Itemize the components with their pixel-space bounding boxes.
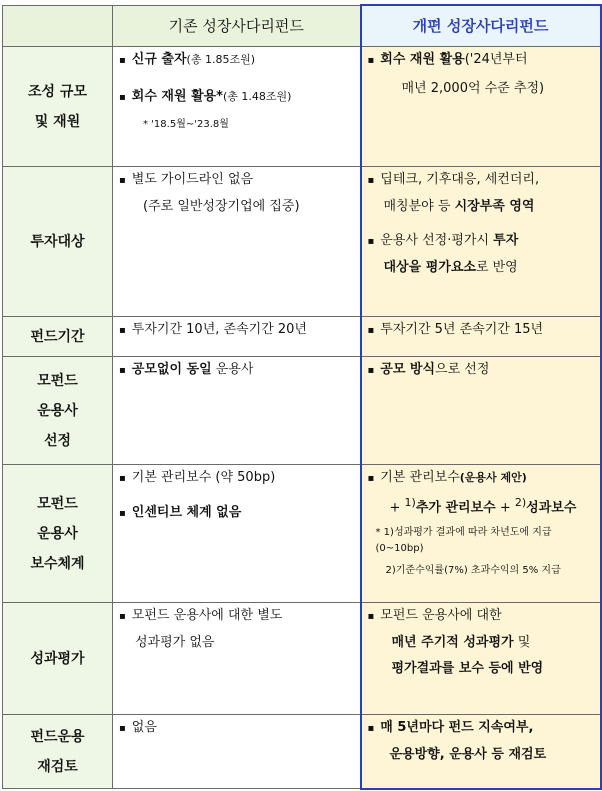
- category-line: 운용사: [37, 525, 78, 542]
- old-item: [113, 465, 360, 488]
- old-item: [113, 488, 360, 523]
- row-category: [3, 47, 113, 167]
- old-item-text: 별도 가이드라인 없음: [131, 172, 254, 187]
- old-item-paren: (총 1.85조원): [186, 53, 255, 66]
- table-row: [3, 465, 601, 603]
- header-old: 기존 성장사다리펀드: [113, 5, 361, 47]
- bullet-icon: ▪: [119, 508, 126, 519]
- bullet-icon: ▪: [119, 325, 126, 336]
- table-row: [3, 357, 601, 465]
- new-item-bold: (운용사 제안): [459, 471, 527, 484]
- bullet-icon: ▪: [367, 55, 375, 66]
- new-item-paren: ('24년부터: [464, 52, 528, 67]
- old-item-line: (주로 일반성장기업에 집중): [143, 199, 300, 214]
- old-item-plain: 운용사: [211, 362, 254, 377]
- new-item: [362, 357, 600, 380]
- new-item: [362, 216, 600, 251]
- new-cell: [361, 715, 601, 789]
- old-item: [113, 317, 360, 340]
- header-blank: [3, 5, 113, 47]
- new-cell: [361, 167, 601, 317]
- old-item-text: 투자기간 10년, 존속기간 20년: [131, 322, 307, 337]
- new-item-plain: 기본 관리보수: [380, 470, 460, 485]
- category-line: 선정: [43, 432, 72, 449]
- new-item: [362, 167, 600, 190]
- new-item-plain: 로 반영: [475, 260, 518, 275]
- old-item-paren: (총 1.48조원): [222, 90, 292, 103]
- bullet-icon: ▪: [367, 723, 375, 734]
- new-cell: [361, 465, 601, 603]
- bullet-icon: ▪: [367, 611, 375, 622]
- row-category: [3, 317, 113, 357]
- row-category: [3, 465, 113, 603]
- old-cell: [113, 357, 361, 465]
- new-item-line: [362, 626, 600, 652]
- new-item: [362, 47, 600, 70]
- new-item-plain: 으로 선정: [435, 362, 490, 377]
- category-line: 펀드운용: [30, 728, 85, 745]
- new-item-text: 딥테크, 기후대응, 세컨더리,: [380, 172, 540, 187]
- old-item: [113, 47, 360, 70]
- new-item-line: [362, 488, 600, 517]
- new-item-bold: 공모 방식: [380, 362, 436, 377]
- old-cell: [113, 603, 361, 715]
- old-item-text: 없음: [131, 720, 157, 735]
- header-row: [3, 5, 601, 47]
- table-row: [3, 715, 601, 789]
- old-item: [113, 357, 360, 380]
- category-line: 모펀드: [37, 372, 78, 389]
- new-cell: [361, 357, 601, 465]
- new-item-bold: 추가 관리보수: [415, 500, 496, 516]
- category-line: 조성 규모: [28, 83, 87, 100]
- category-line: 투자대상: [30, 233, 85, 250]
- bullet-icon: ▪: [119, 611, 126, 622]
- new-item-bold: 회수 재원 활용: [380, 52, 465, 67]
- old-item-text: 기본 관리보수 (약 50bp): [131, 470, 276, 485]
- new-item-text: 투자기간 5년 존속기간 15년: [380, 322, 544, 337]
- new-item-plain: 운용사 선정·평가시: [380, 233, 494, 248]
- new-item: [362, 715, 600, 738]
- table-row: [3, 317, 601, 357]
- bullet-icon: ▪: [367, 175, 375, 186]
- new-item-plain: 매칭분야 등: [383, 199, 455, 214]
- footnote: * '18.5월~'23.8월: [143, 119, 229, 130]
- table-row: [3, 603, 601, 715]
- new-item-line: 운용방향, 운용사 등 재검토: [389, 747, 547, 762]
- new-item-text: 매 5년마다 펀드 지속여부,: [380, 720, 534, 735]
- old-item: [113, 715, 360, 738]
- plus-sign: +: [495, 500, 515, 516]
- category-line: 운용사: [37, 402, 78, 419]
- plus-sign: +: [389, 500, 405, 516]
- new-item-bold: 성과보수: [526, 500, 577, 516]
- category-line: 성과평가: [30, 650, 85, 667]
- new-cell: [361, 317, 601, 357]
- category-line: 보수체계: [30, 555, 85, 572]
- old-item: [113, 167, 360, 190]
- old-item-bold: 인센티브 체계 없음: [131, 505, 242, 520]
- old-item: [113, 70, 360, 107]
- old-item: [113, 603, 360, 626]
- footnote: 2)기준수익률(7%) 초과수익의 5% 지급: [385, 565, 561, 577]
- bullet-icon: ▪: [367, 473, 375, 484]
- category-line: 및 재원: [34, 113, 81, 130]
- old-cell: [113, 317, 361, 357]
- row-category: [3, 715, 113, 789]
- new-cell: [361, 603, 601, 715]
- row-category: [3, 357, 113, 465]
- bullet-icon: ▪: [119, 473, 126, 484]
- new-item-line: [362, 251, 600, 277]
- old-cell: [113, 167, 361, 317]
- bullet-icon: ▪: [119, 92, 126, 103]
- new-item-bold: 투자: [493, 233, 519, 248]
- row-category: [3, 167, 113, 317]
- old-item-bold: 회수 재원 활용*: [131, 89, 223, 104]
- new-item-bold: 대상을 평가요소: [383, 260, 476, 275]
- bullet-icon: ▪: [119, 175, 126, 186]
- header-new: 개편 성장사다리펀드: [361, 5, 601, 47]
- old-cell: [113, 47, 361, 167]
- bullet-icon: ▪: [367, 365, 375, 376]
- bullet-icon: ▪: [119, 55, 126, 66]
- comparison-table: [2, 4, 602, 790]
- new-item-line: 평가결과를 보수 등에 반영: [391, 661, 544, 676]
- bullet-icon: ▪: [119, 365, 126, 376]
- new-item: [362, 465, 600, 488]
- new-item: [362, 603, 600, 626]
- superscript: 2): [514, 496, 527, 509]
- category-line: 펀드기간: [30, 328, 85, 345]
- new-item-line: 매년 2,000억 수준 추정): [401, 81, 545, 96]
- row-category: [3, 603, 113, 715]
- bullet-icon: ▪: [119, 723, 126, 734]
- new-item-bold: 매년 주기적 성과평가: [391, 635, 514, 650]
- old-cell: [113, 465, 361, 603]
- new-cell: [361, 47, 601, 167]
- table-row: [3, 167, 601, 317]
- new-item: [362, 317, 600, 340]
- bullet-icon: ▪: [367, 325, 375, 336]
- new-item-plain: 및: [513, 635, 531, 650]
- superscript: 1): [404, 496, 416, 509]
- table-row: [3, 47, 601, 167]
- footnote: * 1)성과평가 결과에 따라 차년도에 지급(0~10bp): [375, 527, 552, 555]
- old-cell: [113, 715, 361, 789]
- new-item-bold: 시장부족 영역: [454, 199, 535, 214]
- new-item-line: [362, 190, 600, 216]
- category-line: 재검토: [37, 758, 78, 775]
- category-line: 모펀드: [37, 495, 78, 512]
- old-item-text: 모펀드 운용사에 대한 별도: [131, 608, 283, 623]
- new-item-text: 모펀드 운용사에 대한: [380, 608, 502, 623]
- old-item-line: 성과평가 없음: [135, 635, 215, 650]
- old-item-bold: 신규 출자: [131, 52, 187, 67]
- bullet-icon: ▪: [367, 236, 375, 247]
- old-item-bold: 공모없이 동일: [131, 362, 212, 377]
